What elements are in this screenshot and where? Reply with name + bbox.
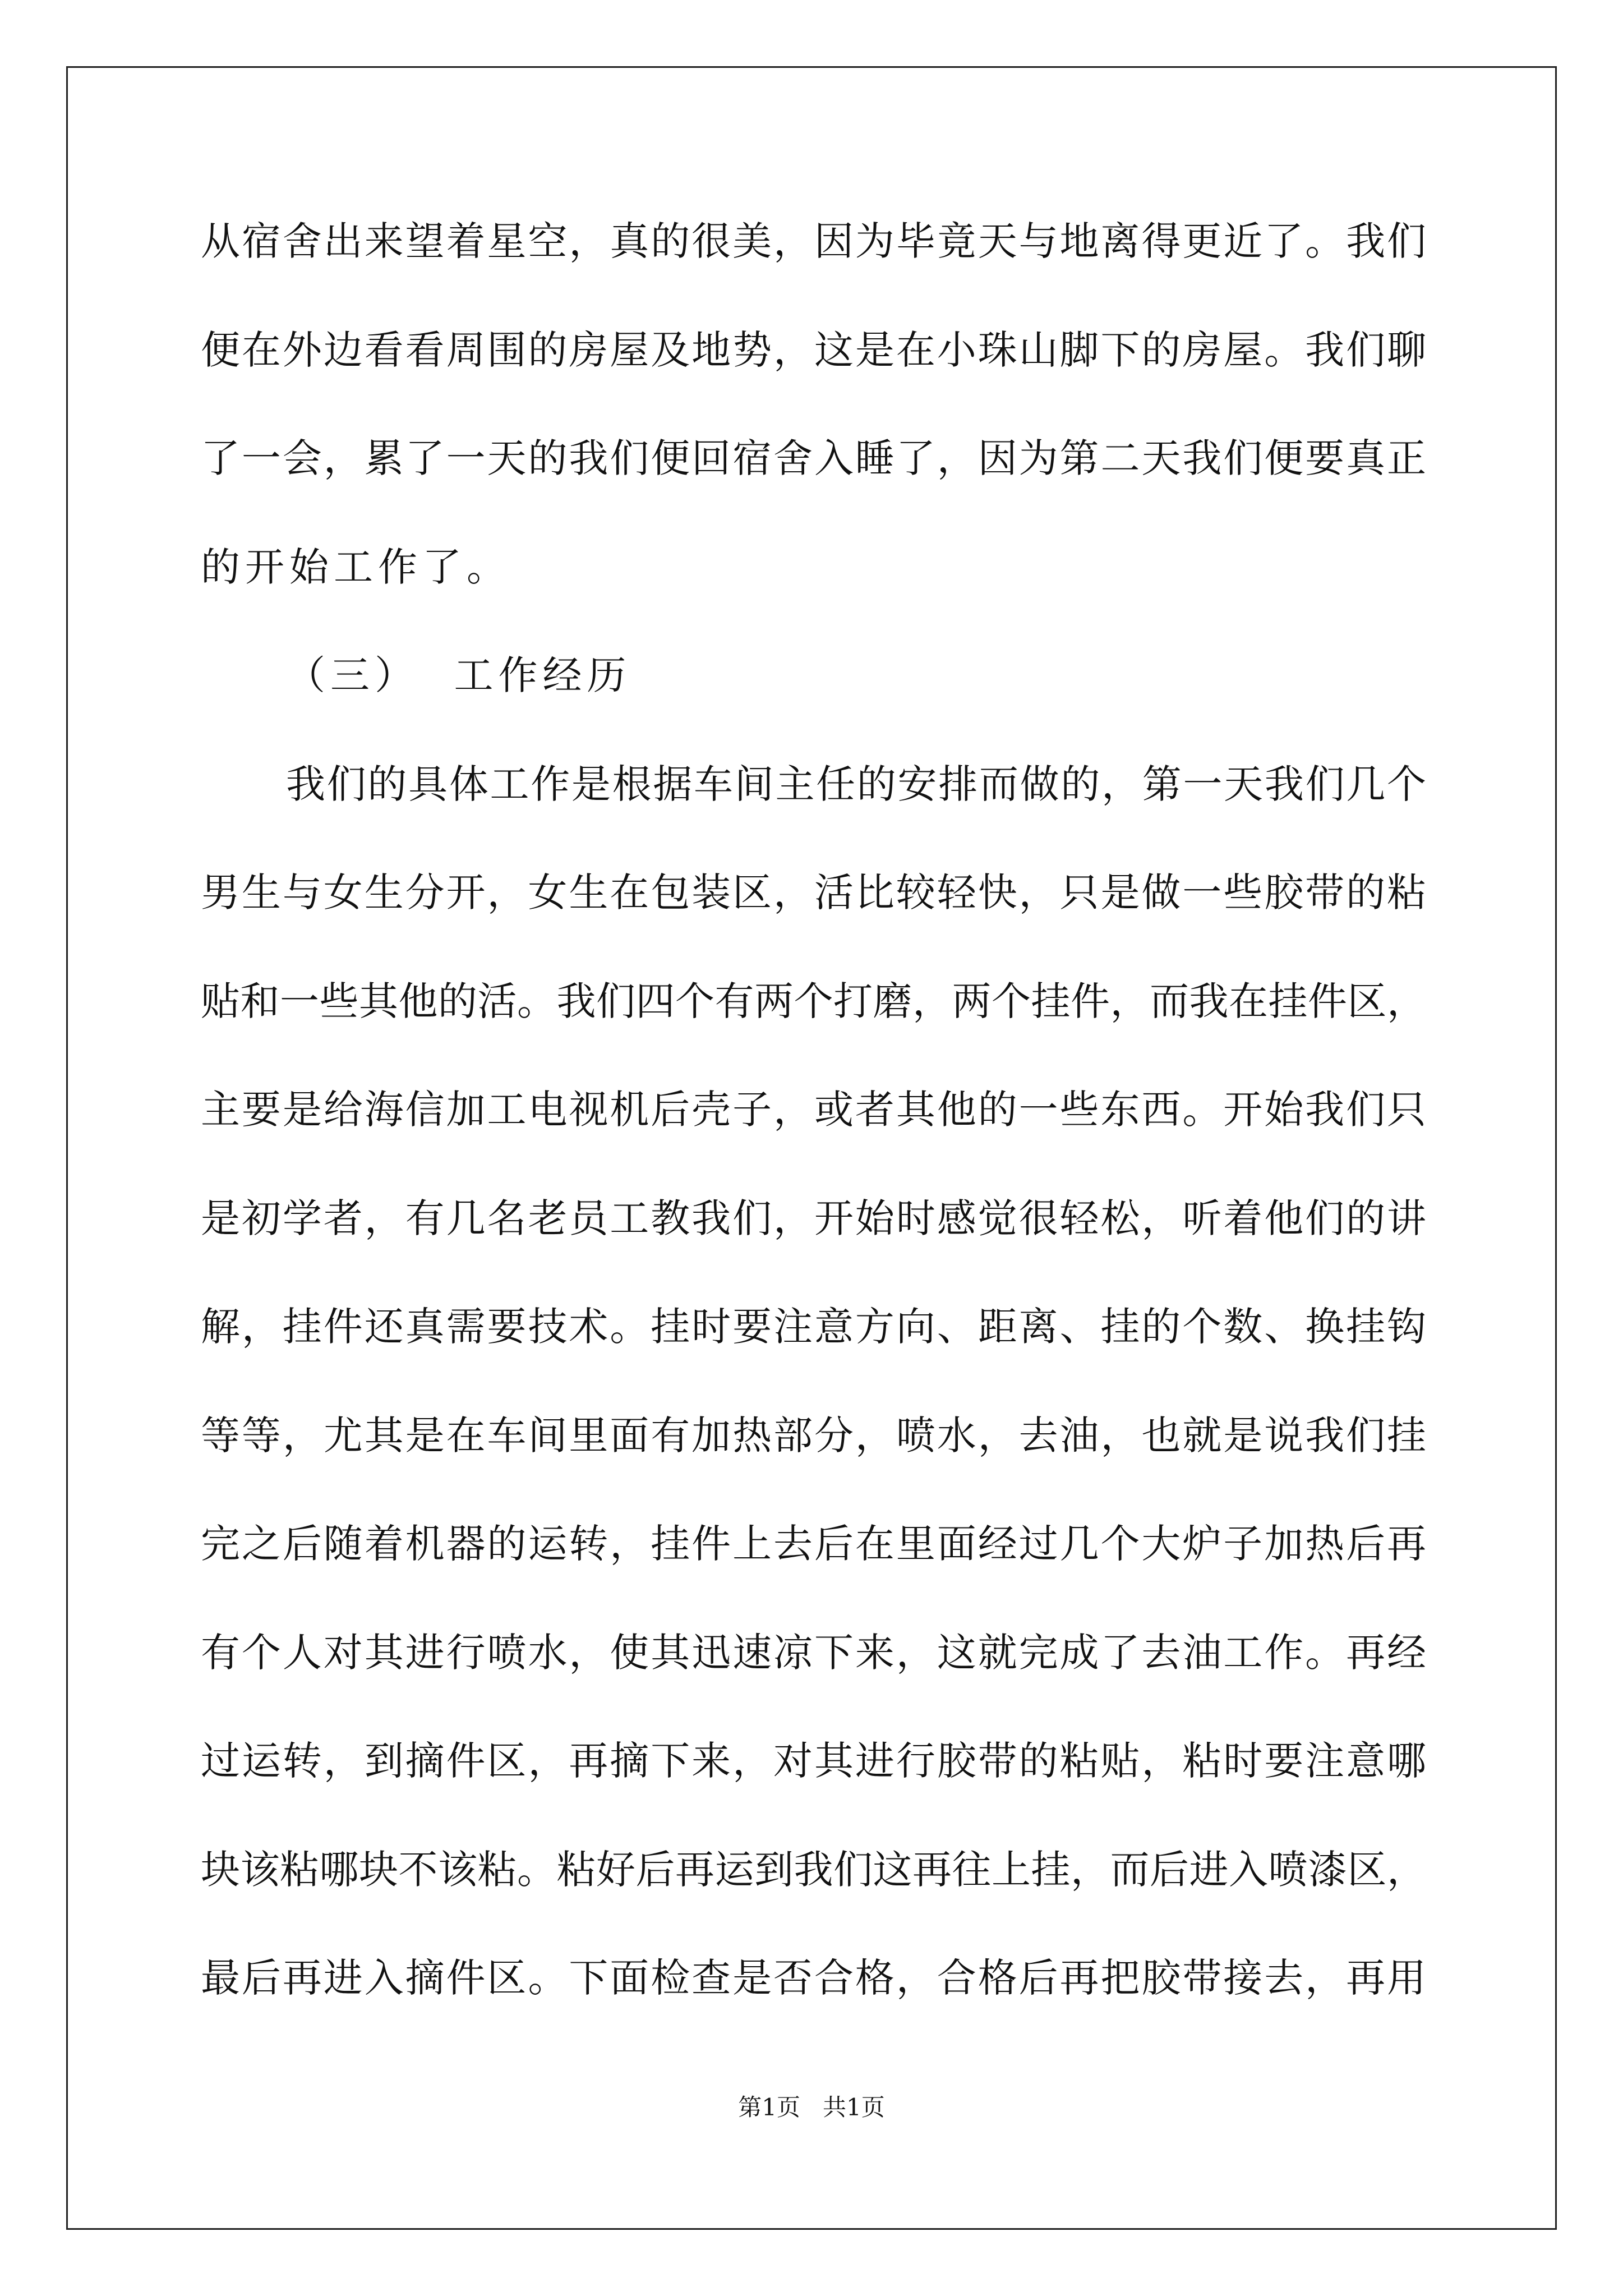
text-line: 最后再进入摘件区。下面检查是否合格，合格后再把胶带接去，再用 — [201, 1955, 1426, 2001]
text-line: 解，挂件还真需要技术。挂时要注意方向、距离、挂的个数、换挂钩 — [201, 1304, 1426, 1350]
page-footer: 第1页 共1页 — [738, 2093, 885, 2121]
text-line: 完之后随着机器的运转，挂件上去后在里面经过几个大炉子加热后再 — [201, 1521, 1426, 1567]
text-line: 等等，尤其是在车间里面有加热部分，喷水，去油，也就是说我们挂 — [201, 1412, 1426, 1458]
section-heading: （三） 工作经历 — [286, 652, 631, 698]
document-body — [201, 213, 1426, 2059]
text-line: 便在外边看看周围的房屋及地势，这是在小珠山脚下的房屋。我们聊 — [201, 326, 1426, 373]
text-line: 主要是给海信加工电视机后壳子，或者其他的一些东西。开始我们只 — [201, 1087, 1426, 1133]
text-line: 了一会，累了一天的我们便回宿舍入睡了，因为第二天我们便要真正 — [201, 435, 1426, 481]
text-line: 的开始工作了。 — [201, 544, 511, 590]
text-line: 有个人对其进行喷水，使其迅速凉下来，这就完成了去油工作。再经 — [201, 1629, 1426, 1676]
text-line: 贴和一些其他的活。我们四个有两个打磨，两个挂件，而我在挂件区， — [201, 978, 1426, 1024]
text-line: 是初学者，有几名老员工教我们，开始时感觉很轻松，听着他们的讲 — [201, 1195, 1426, 1241]
text-line: 男生与女生分开，女生在包装区，活比较轻快，只是做一些胶带的粘 — [201, 869, 1426, 915]
text-line: 过运转，到摘件区，再摘下来，对其进行胶带的粘贴，粘时要注意哪 — [201, 1738, 1426, 1784]
text-line: 块该粘哪块不该粘。粘好后再运到我们这再往上挂，而后进入喷漆区， — [201, 1846, 1426, 1893]
paragraph-first-line: 我们的具体工作是根据车间主任的安排而做的，第一天我们几个 — [286, 761, 1426, 807]
text-line: 从宿舍出来望着星空，真的很美，因为毕竟天与地离得更近了。我们 — [201, 218, 1426, 264]
